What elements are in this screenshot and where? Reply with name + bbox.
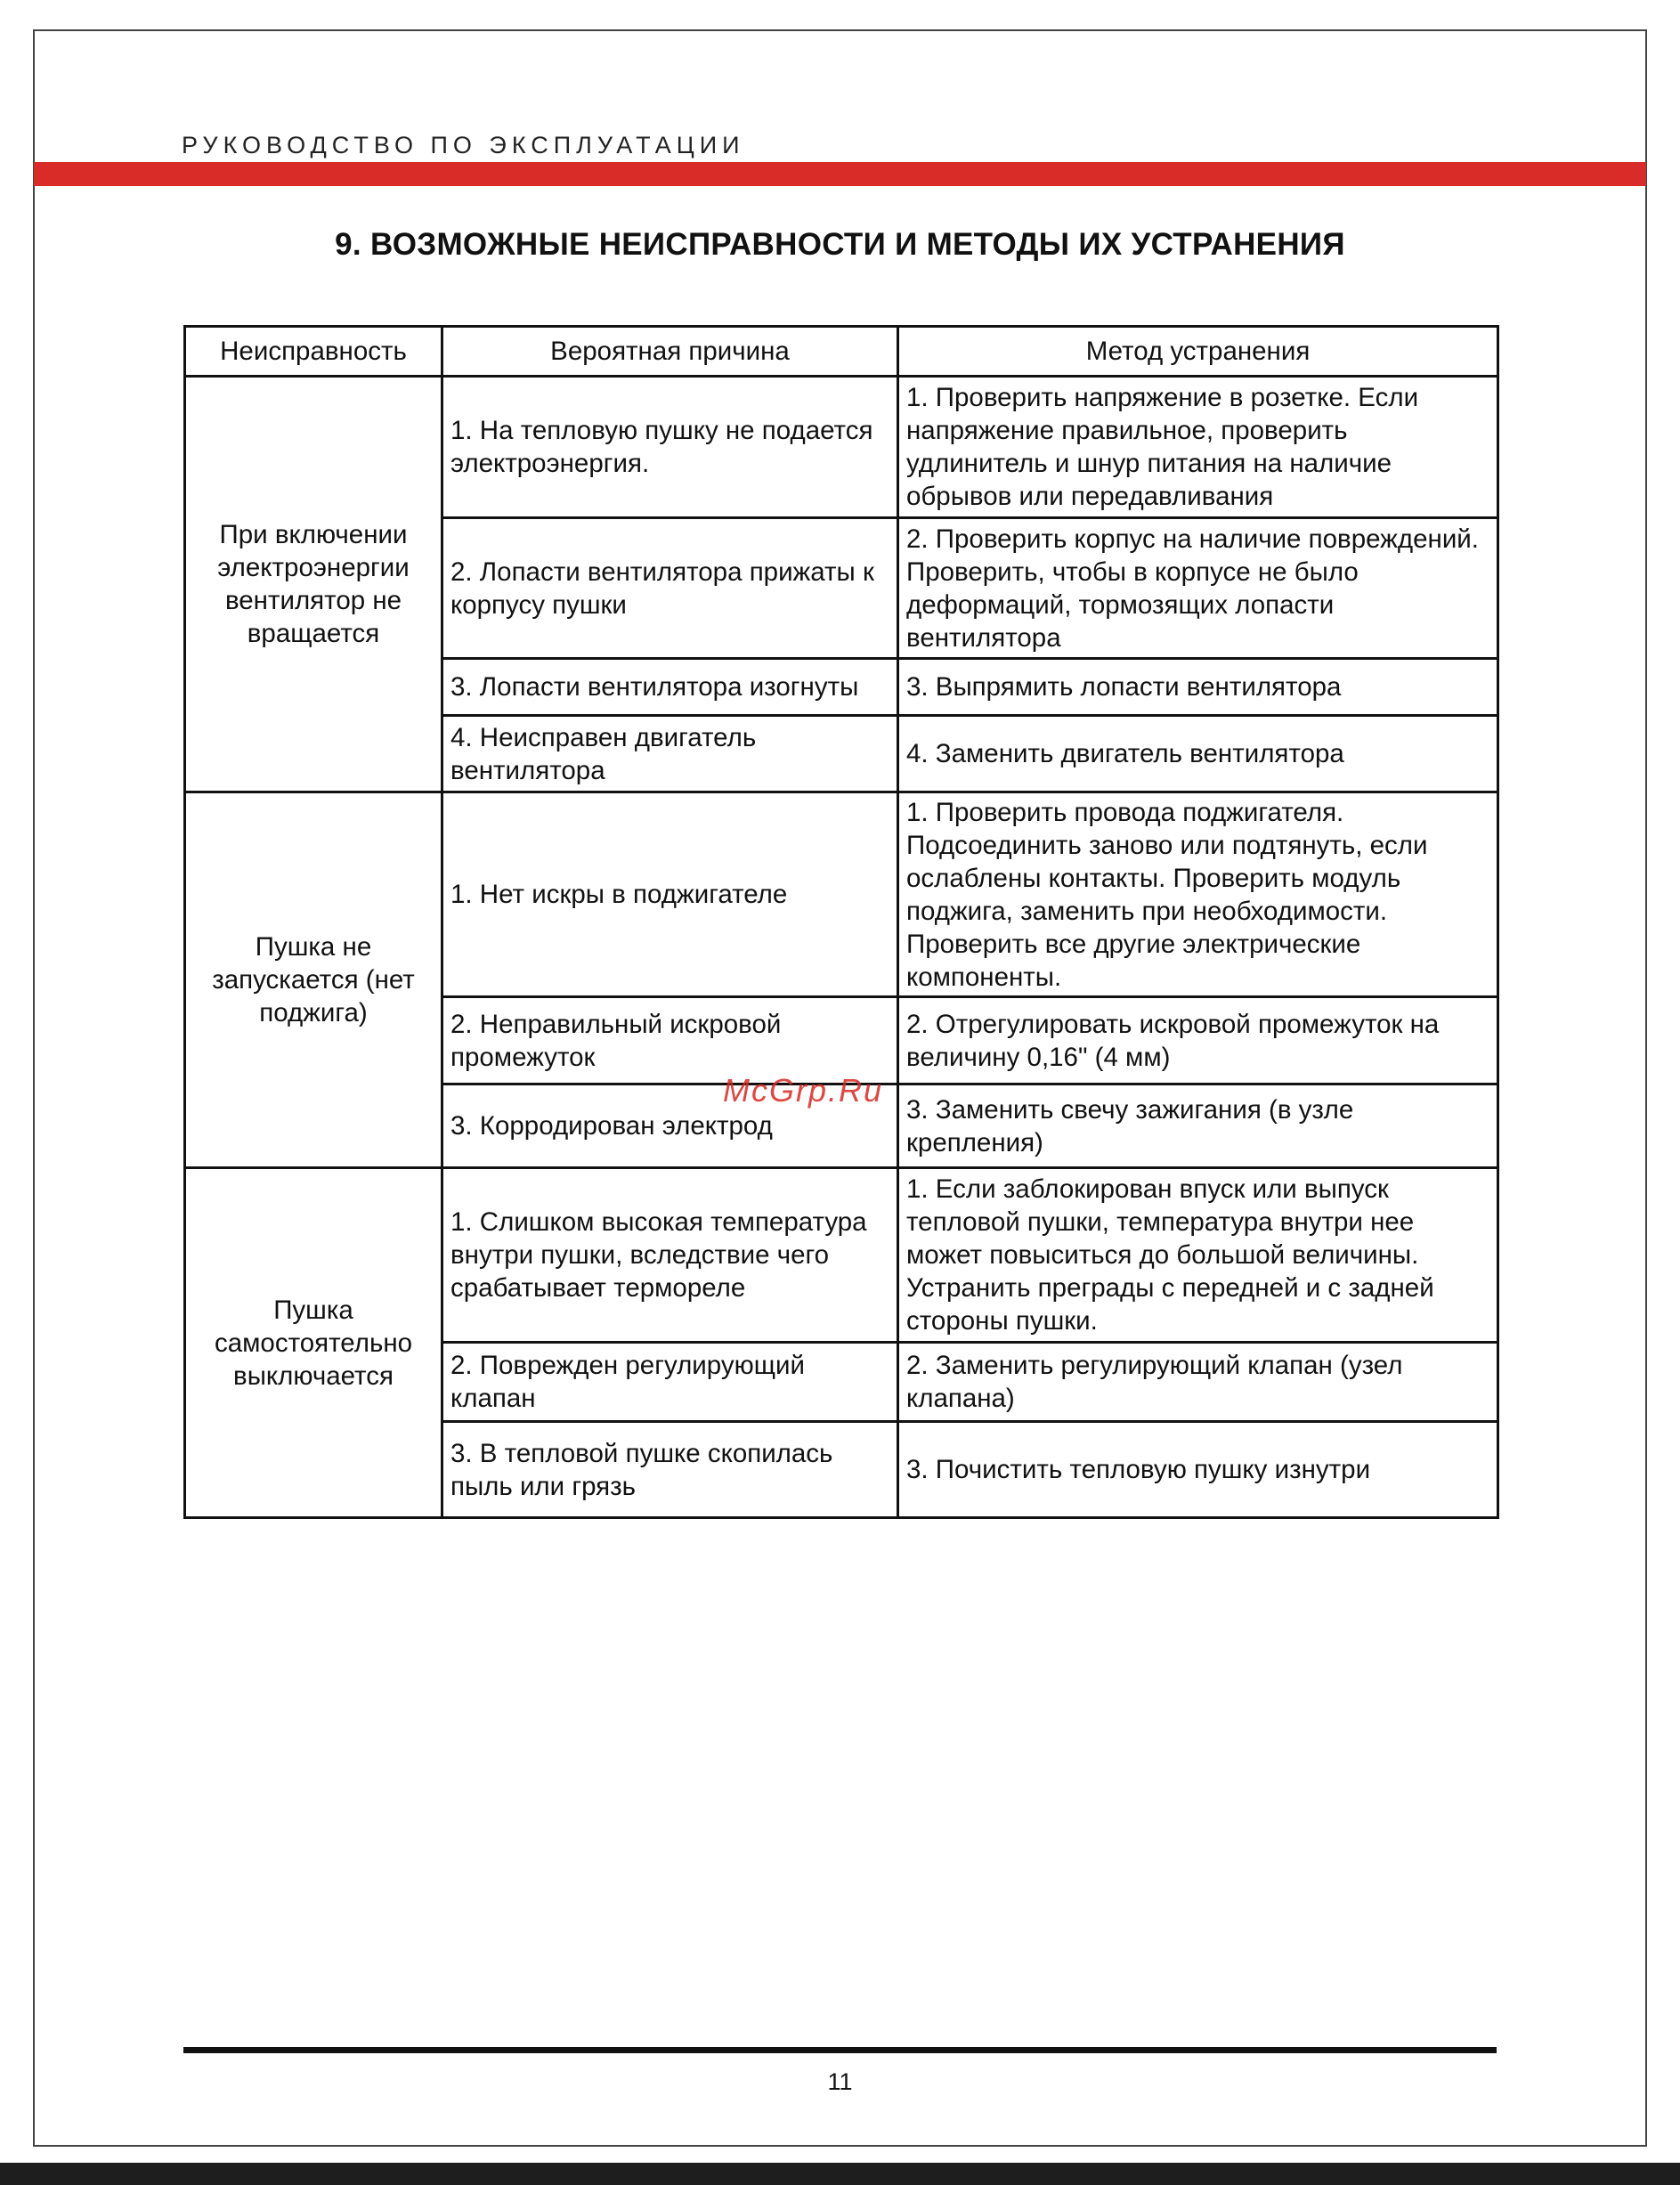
- cause-cell: 1. Нет искры в поджигателе: [442, 792, 898, 997]
- cause-cell: 3. Лопасти вентилятора изогнуты: [442, 659, 898, 716]
- fix-cell: 2. Отрегулировать искровой промежуток на величину 0,16" (4 мм): [898, 997, 1498, 1084]
- fix-cell: 3. Выпрямить лопасти вентилятора: [898, 659, 1498, 716]
- watermark: McGrp.Ru: [723, 1072, 884, 1109]
- cause-cell: 2. Лопасти вентилятора прижаты к корпусу пушки: [442, 518, 898, 659]
- running-header: РУКОВОДСТВО ПО ЭКСПЛУАТАЦИИ: [182, 132, 745, 158]
- fault-cell: Пушка самостоятельно выключается: [185, 1168, 442, 1518]
- header-red-bar: [34, 162, 1646, 186]
- fix-cell: 2. Заменить регулирующий клапан (узел клапана): [898, 1343, 1498, 1422]
- fix-cell: 4. Заменить двигатель вентилятора: [898, 716, 1498, 792]
- cause-cell: 3. Корродирован электрод: [442, 1084, 898, 1168]
- table-row: [185, 377, 1498, 518]
- fix-cell: 2. Проверить корпус на наличие повреждений. Проверить, чтобы в корпусе не было деформаций, тормозящих лопасти вентилятора: [898, 518, 1498, 659]
- cause-cell: 1. Слишком высокая температура внутри пушки, вследствие чего срабатывает термореле: [442, 1168, 898, 1343]
- cause-cell: 4. Неисправен двигатель вентилятора: [442, 716, 898, 792]
- fix-cell: 1. Проверить напряжение в розетке. Если напряжение правильное, проверить удлинитель и шнур питания на наличие обрывов или передавливания: [898, 377, 1498, 518]
- cause-cell: 2. Поврежден регулирующий клапан: [442, 1343, 898, 1422]
- fault-cell: Пушка не запускается (нет поджига): [185, 792, 442, 1168]
- column-header-fault: Неисправность: [185, 327, 442, 377]
- troubleshooting-table: [183, 325, 1499, 1519]
- fix-cell: 1. Проверить провода поджигателя. Подсоединить заново или подтянуть, если ослаблены контакты. Проверить модуль поджига, заменить при необходимости. Проверить все другие электрические компоненты.: [898, 792, 1498, 997]
- column-header-cause: Вероятная причина: [442, 327, 898, 377]
- bottom-band: [0, 2163, 1680, 2185]
- fault-cell: При включении электроэнергии вентилятор не вращается: [185, 377, 442, 792]
- cause-cell: 2. Неправильный искровой промежуток: [442, 997, 898, 1084]
- table-header-row: [185, 327, 1498, 377]
- page-number: 11: [827, 2068, 853, 2095]
- cause-cell: 1. На тепловую пушку не подается электроэнергия.: [442, 377, 898, 518]
- table-row: [185, 792, 1498, 997]
- cause-cell: 3. В тепловой пушке скопилась пыль или грязь: [442, 1422, 898, 1518]
- fix-cell: 3. Заменить свечу зажигания (в узле крепления): [898, 1084, 1498, 1168]
- fix-cell: 3. Почистить тепловую пушку изнутри: [898, 1422, 1498, 1518]
- footer-rule: [183, 2047, 1497, 2053]
- section-title: 9. ВОЗМОЖНЫЕ НЕИСПРАВНОСТИ И МЕТОДЫ ИХ УСТРАНЕНИЯ: [335, 227, 1345, 262]
- fix-cell: 1. Если заблокирован впуск или выпуск тепловой пушки, температура внутри нее может повыситься до большой величины. Устранить преграды с передней и с задней стороны пушки.: [898, 1168, 1498, 1343]
- table-row: [185, 1168, 1498, 1343]
- column-header-fix: Метод устранения: [898, 327, 1498, 377]
